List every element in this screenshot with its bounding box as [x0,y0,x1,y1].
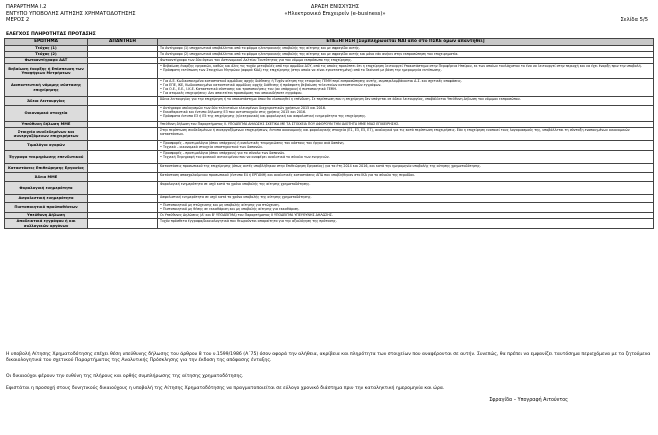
table-row [5,173,654,182]
header-center [270,4,400,17]
row-explanation: Ασφαλιστική ενημερότητα σε ισχύ κατά το χρόνο υποβολής της αίτησης χρηματοδότησης. [158,195,654,203]
header-program: «Ηλεκτρονικό Επιχειρείν (e-business)» [284,10,386,17]
row-explanation: Το Αντίγραφο (2) υποχρεωτικά υποβάλλεται από το φόρμα ηλεκτρονικής υποβολής της αίτησης και με σφραγίδα αυτής και μόνο εάν ανήκει στην εκπροσώπηση του επιχειρηματία. [158,52,654,58]
table-row [5,141,654,151]
table-row [5,219,654,229]
row-question: Φωτοαντίγραφο ΑΔΤ [5,58,88,64]
row-question: Φορολογική ενημερότητα [5,182,88,195]
row-explanation: • Αντίγραφα ισολογισμών των δύο τελευταίων κλεισμένων διαχειριστικών χρήσεων 2015 και 2016. • Εκκαθαριστικό και έντυπο δήλωσης Ε3 που αντιστοιχούν στις χρήσεις 2015 και 2016. • Πρόσφατα έντυπα Ε3 ή Ε5 της επιχείρησης (ηλεκτρονικά) και φορολογική και ασφαλιστική ενημερότητα της επιχείρησης. [158,106,654,122]
table-header-row [5,39,654,46]
row-question: Βεβαίωση έναρξης ή Επίσπευση των Υποψήφιων Μετρήσεων [5,64,88,79]
row-question: Άδεια Λειτουργίας [5,97,88,106]
row-question: Στοιχεία συνδεδεμένων και συνεργαζόμενων επιχειρήσεων [5,128,88,141]
table-row [5,97,654,106]
table-row [5,151,654,164]
row-question: Άδεια ΜΜΕ [5,173,88,182]
row-explanation: Το Αντίγραφο (1) υποχρεωτικά υποβάλλεται από το φόρμα ηλεκτρονικής υποβολής της αίτησης και με σφραγίδα αυτής. [158,46,654,52]
table-row [5,128,654,141]
row-question: Καταστάσεις Επιθεώρησης Εργασίας [5,164,88,173]
row-answer-cell[interactable] [88,151,158,164]
header-part: ΜΕΡΟΣ 2 [6,17,30,24]
row-explanation: • Βεβαίωση έναρξης εργασιών, καθώς και όλες τις τυχόν μεταβολές από την αρμόδια ΔΟΥ, από τις οποίες προκύπτει ότι η επιχείρηση λειτουργεί Υποκατάστημα στην Περιφέρεια Ηπείρου, εκ των οποίων τουλάχιστον το ένα να λειτουργεί στην περιοχή και να έχει έναρξη πριν την υποβολή. • Πρόσφατη εκτύπωση των Στοιχείων Μητρώου (αφορά ΚΑΔ) της επιχείρησης (στην οποία να είναι εγκατεστημένη) από το Taxisnet με βάση την ημερομηνία εκτύπωσης. [158,64,654,79]
row-answer-cell[interactable] [88,79,158,97]
row-question: Διαπιστευτική νόμιμης σύστασης επιχείρησης [5,79,88,97]
column-header-question: ΕΡΩΤΗΜΑ [5,39,88,46]
row-explanation: Τυχόν πρόσθετα έγγραφα/δικαιολογητικά που θεωρούνται απαραίτητα για την αξιολόγηση της πρότασης. [158,219,654,229]
table-row [5,164,654,173]
row-question: Έγγραφα τεκμηρίωσης επενδυτικού [5,151,88,164]
footer-notice: Εφιστάται η προσοχή στους δυνητικούς δικαιούχους η υποβολή της Αίτησης Χρηματοδότησης να πραγματοποιείται σε εύλογο χρονικό διάστημα πριν την καταληκτική ημερομηνία και ώρα. [6,386,445,391]
table-row [5,79,654,97]
row-explanation: • Προσφορές – προτιμολόγια (όπου υπάρχουν) για το σύνολο των δαπανών. • Τεχνική Περιγραφή του φυσικού αντικειμένου που να αναφέρει αναλυτικά το σύνολο των ενεργειών. [158,151,654,164]
row-explanation: • Πιστοποιητικό μη πτώχευσης και μη υποβολής αίτησης για πτώχευση. • Πιστοποιητικό μη θέσης σε εκκαθάριση και μη υποβολής αίτησης για εκκαθάριση. [158,203,654,213]
row-answer-cell[interactable] [88,182,158,195]
row-explanation: Φορολογική ενημερότητα σε ισχύ κατά το χρόνο υποβολής της αίτησης χρηματοδότησης. [158,182,654,195]
row-explanation: Άδεια λειτουργίας για την επιχείρηση ή το υποκατάστημα όπου θα υλοποιηθεί η επένδυση. Σε περίπτωση που η επιχείρηση δεν υπάγεται σε άδεια λειτουργίας, υποβάλλεται Υπεύθυνη Δήλωση του νόμιμου εκπροσώπου. [158,97,654,106]
row-question: Τεύχος (1) [5,46,88,52]
header-left [6,4,136,24]
row-question: Τεύχος (2) [5,52,88,58]
row-explanation: Υπεύθυνη δήλωση του Παραρτήματος V. ΥΠΟΔΕΙΓΜΑ ΔΗΛΩΣΗΣ ΣΧΕΤΙΚΑ ΜΕ ΤΑ ΣΤΟΙΧΕΙΑ ΠΟΥ ΑΦΟΡΟΥΝ ΤΗΝ ΙΔΙΟΤΗΤΑ ΜΜΕ ΜΙΑΣ ΕΠΙΧΕΙΡΗΣΗΣ. [158,122,654,128]
completeness-table [4,38,654,229]
header-annex: ΠΑΡΑΡΤΗΜΑ Ι.2 [6,4,47,10]
table-row [5,106,654,122]
row-question: Αποδεικτικά εγγράφου ή και συλλογικών οργάνων [5,219,88,229]
row-question: Ασφαλιστική ενημερότητα [5,195,88,203]
row-answer-cell[interactable] [88,164,158,173]
table-title: ΕΛΕΓΧΟΣ ΠΛΗΡΟΤΗΤΑΣ ΠΡΟΤΑΣΗΣ [6,32,96,37]
row-question: Υπεύθυνη Δήλωση [5,213,88,219]
row-explanation: Στην περίπτωση συνδεδεμένων ή συνεργαζόμενων επιχειρήσεων, έντυπα οικονομικής και φορολογικής στοιχεία (Ε1, Ε3, Ε5, Ε7), αναλογικά για τις κατά περίπτωση επιχειρήσεις. Εάν η επιχείρηση ενοποιεί τους λογαριασμούς της, υποβάλλεται τη σύνταξη ενοποιημένων οικονομικών καταστάσεων. [158,128,654,141]
column-header-answer: ΑΠΑΝΤΗΣΗ [88,39,158,46]
row-explanation: • Προσφορές – προτιμολόγια (όπου υπάρχουν) ή αναλυτικές τεκμηριώσεις του κόστους του έργου ανά δαπάνη. • Τεχνικά – οικονομικά στοιχεία υποστηρικτικά των δαπανών. [158,141,654,151]
row-answer-cell[interactable] [88,128,158,141]
row-question: Οικονομικά στοιχεία [5,106,88,122]
row-answer-cell[interactable] [88,173,158,182]
signature-line: Σφραγίδα – Υπογραφή Αιτούντος [489,398,568,403]
row-explanation: Οι Υπεύθυνες Δηλώσεις (Α' και Β' ΥΠΟΔΕΙΓΜΑ) του Παραρτήματος ΙΙ ΥΠΟΔΕΙΓΜΑ ΥΠΕΥΘΥΝΗΣ ΔΗΛΩΣΗΣ. [158,213,654,219]
row-explanation: • Για Α.Ε. Κωδικοποιημένο καταστατικό αρμόδιας αρχής διάθεσης ή Τυχόν αίτηση της εταιρείας ΓΕΜΗ περί εκπροσώπησης αυτής, συμπεριλαμβάνονται Δ.Σ. και σχετικές αποφάσεις. • Για ΕΠΕ, ΙΚΕ, Κωδικοποιημένο καταστατικό αρμόδιας αρχής διάθεσης ή πρόσφατη βεβαίωση τελευταίων καταστατικών εγγράφων. • Για Ο.Ε., Ε.Ε., Ι.Κ.Ε. Καταστατικό σύστασης και τροποποιήσεις του (αν υπάρχουν) ή πιστοποιητικό ΓΕΜΗ. • Για ατομικές επιχειρήσεις: Δεν απαιτείται προσκόμιση του οποιουδήποτε εγγράφου. [158,79,654,97]
footer-responsibility: Οι δικαιούχοι φέρουν την ευθύνη της πλήρους και ορθής συμπλήρωσης της αίτησης χρηματοδότησης. [6,374,244,379]
row-explanation: Καταστάσεις προσωπικού της επιχείρησης (όπως αυτές υποβλήθηκαν στην Επιθεώρηση Εργασίας) για τα έτη 2014 και 2016, και κατά την ημερομηνία υποβολής της αίτησης χρηματοδότησης. [158,164,654,173]
row-answer-cell[interactable] [88,97,158,106]
row-answer-cell[interactable] [88,219,158,229]
table-row [5,64,654,79]
header-action: ΔΡΑΣΗ ΕΝΙΣΧΥΣΗΣ [310,4,360,10]
row-answer-cell[interactable] [88,195,158,203]
row-explanation: Κατάσταση απασχολούμενου προσωπικού (έντυπο Ε4 ή ΕΡΓΑΝΗ) και αναλυτικές καταστάσεις ΑΠΔ που υποβλήθηκαν στο ΙΚΑ για το σύνολο της περιόδου. [158,173,654,182]
row-question: Τιμολόγια αγορών [5,141,88,151]
row-answer-cell[interactable] [88,106,158,122]
table-row [5,203,654,213]
table-row [5,195,654,203]
column-header-explanation: ΕΠΕΞΗΓΗΣΗ [Συμπληρώνεται ΝΑΙ από στο ΠΣΚΕ όμων απαντηθεί] [158,39,654,46]
row-question: Υπεύθυνη δήλωση ΜΜΕ [5,122,88,128]
row-answer-cell[interactable] [88,141,158,151]
page-number: Σελίδα 5/5 [620,17,648,23]
footer-declaration: Η υποβολή Αίτησης Χρηματοδότησης επέχει θέση υπεύθυνης δήλωσης του άρθρου 8 του ν.1599/1986 (Α΄75) όσον αφορά την αλήθεια, ακρίβεια και πληρότητα των στοιχείων που αναφέρονται σε αυτήν. Συνεπώς, θα πρέπει να εμφανίζει ταυτόσημα περιεχόμενα με τα ζητούμενα δικαιολογητικά του σχετικού Παραρτήματος της Αναλυτικής Πρόσκλησης για την έκδοση της απόφασης ένταξης. [6,352,651,364]
header-form-title: ΕΝΤΥΠΟ ΥΠΟΒΟΛΗΣ ΑΙΤΗΣΗΣ ΧΡΗΜΑΤΟΔΟΤΗΣΗΣ [6,10,136,17]
table-row [5,182,654,195]
row-explanation: Φωτοαντίγραφο των δύο όψεων του Αστυνομικού Δελτίου Ταυτότητας για τον νόμιμο εκπρόσωπο της επιχείρησης. [158,58,654,64]
row-answer-cell[interactable] [88,64,158,79]
row-answer-cell[interactable] [88,203,158,213]
row-question: Πιστοποιητικό προϋποθέσεων [5,203,88,213]
